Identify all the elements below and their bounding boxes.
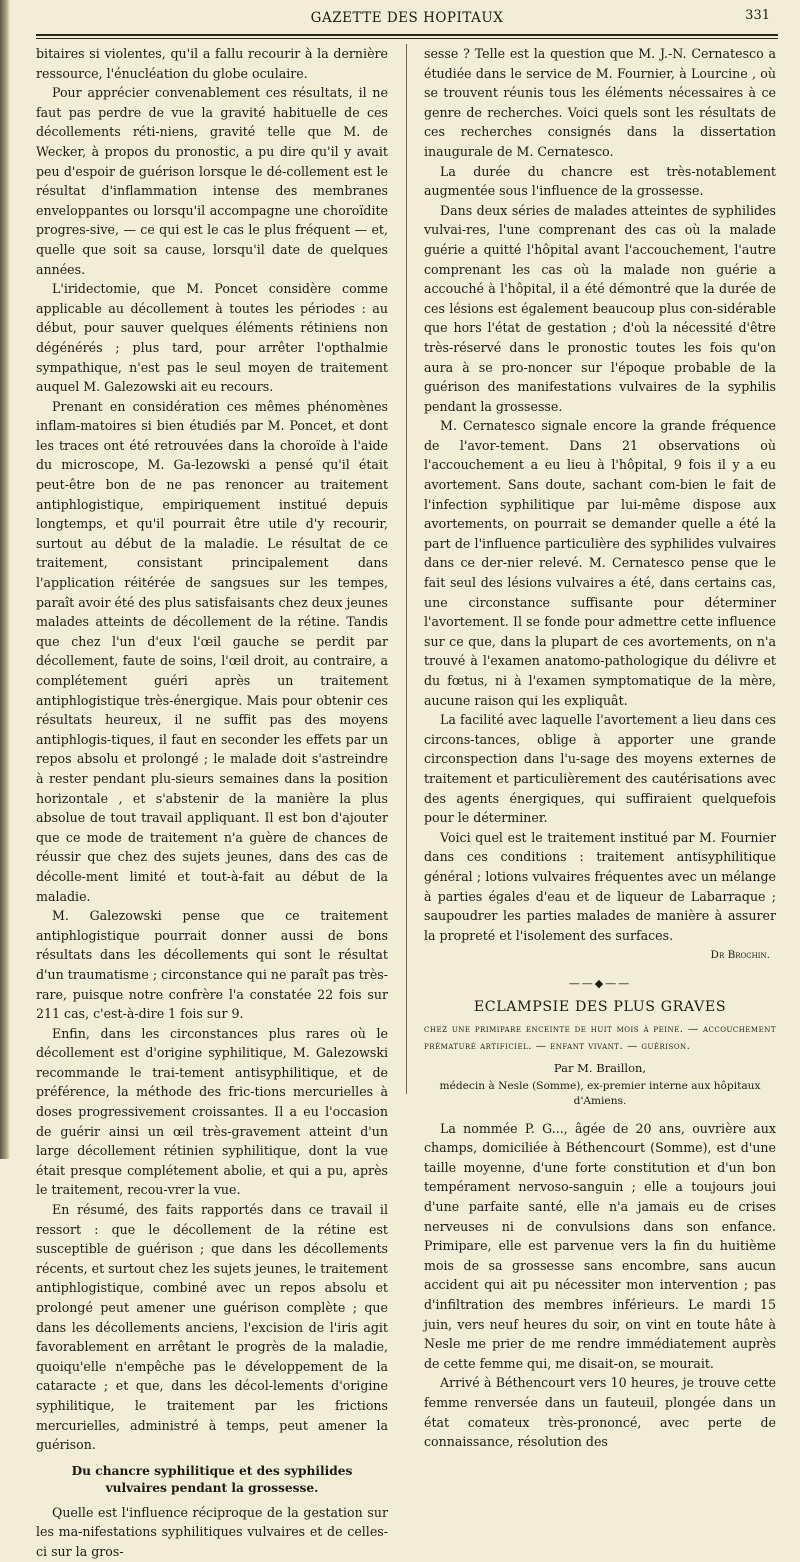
paragraph: En résumé, des faits rapportés dans ce travail il ressort : que le décollement de la rétine est susceptible de guérison ; que dans les décollements récents, et surtout chez les sujets jeunes, le traitement antiphlogistique, combiné avec un repos absolu et prolongé peut amener une guérison complète ; que dans les décollements anciens, l'excision de l'iris agit favorablement en arrêtant le progrès de la maladie, quoiqu'elle n'empêche pas le développement de la cataracte ; et que, dans les décol-lements d'origine syphilitique, le traitement par les frictions mercurielles, administré à temps, peut amener la guérison.: [36, 1202, 388, 1453]
paragraph: La durée du chancre est très-notablement augmentée sous l'influence de la grossesse.: [424, 163, 776, 199]
paragraph: L'iridectomie, que M. Poncet considère comme applicable au décollement à toutes les périodes : au début, pour sauver quelques éléments rétiniens non dégénérés ; plus tard, pour arrêter l'opthalmie sympathique, n'est pas le seul moyen de traitement auquel M. Galezowski ait eu recours.: [36, 281, 388, 395]
left-column: [36, 44, 388, 1559]
paragraph: sesse ? Telle est la question que M. J.-N. Cernatesco a étudiée dans le service de M. Fournier, à Lourcine , où se trouvent réunis tous les éléments nécessaires à ce genre de recherches. Voici quels sont les résultats de ces recherches consignés dans la dissertation inaugurale de M. Cernatesco.: [424, 46, 776, 159]
paragraph: M. Cernatesco signale encore la grande fréquence de l'avor-tement. Dans 21 observations où l'accouchement a eu lieu à l'hôpital, 9 fois il y a eu avortement. Sans doute, sachant com-bien le fait de l'infection syphilitique par lui-même dispose aux avortements, on pourrait se demander quelle a été la part de l'influence particulière des syphilides vulvaires dans ce der-nier relevé. M. Cernatesco pense que le fait seul des lésions vulvaires a été, dans certains cas, une circonstance suffisante pour déterminer l'avortement. Il se fonde pour admettre cette influence sur ce que, dans la plupart de ces avortements, on n'a trouvé à l'examen anatomo-pathologique du délivre et du fœtus, ni à l'examen symptomatique de la mère, aucune raison qui les expliquât.: [424, 418, 776, 708]
paragraph: Arrivé à Béthencourt vers 10 heures, je trouve cette femme renversée dans un fauteuil, plongée dans un état comateux très-prononcé, avec perte de connaissance, résolution des: [424, 1375, 776, 1450]
header-rule: [36, 38, 778, 39]
paragraph: La nommée P. G..., âgée de 20 ans, ouvrière aux champs, domiciliée à Béthencourt (Somme), est d'une taille moyenne, d'une forte constitution et d'un bon tempérament nervoso-sanguin ; elle a toujours joui d'une parfaite santé, elle n'a jamais eu de crises nerveuses ni de convulsions dans son enfance. Primipare, elle est parvenue vers la fin du huitième mois de sa grossesse sans encombre, sans aucun accident qui ait pu nécessiter mon intervention ; pas d'infiltration des membres inférieurs. Le mardi 15 juin, vers neuf heures du soir, on vint en toute hâte à Nesle me prier de me rendre immédiatement auprès de cette femme qui, me disait-on, se mourait.: [424, 1120, 776, 1371]
article-title: ECLAMPSIE DES PLUS GRAVES: [473, 998, 727, 1015]
journal-title: GAZETTE DES HOPITAUX: [310, 10, 504, 26]
paragraph: Quelle est l'influence réciproque de la gestation sur les ma-nifestations syphilitiques vulvaires et de celles-ci sur la gros-: [36, 1504, 388, 1559]
paragraph: Voici quel est le traitement institué par M. Fournier dans ces conditions : traitement antisyphilitique général ; lotions vulvaires fréquentes avec un mélange à parties égales d'eau et de liqueur de Labarraque ; saupoudrer les parties malades de manière à assurer la propreté et l'isolement des surfaces.: [424, 829, 776, 943]
page-number: 331: [745, 8, 770, 23]
paragraph: Prenant en considération ces mêmes phénomènes inflam-matoires si bien étudiés par M. Poncet, et dont les traces ont été retrouvées dans la choroïde à l'aide du microscope, M. Ga-lezowski a pensé qu'il était peut-être bon de ne pas renoncer au traitement antiphlogistique, empiriquement institué depuis longtemps, et qu'il pourrait être utile d'y recourir, surtout au début de la maladie. Le résultat de ce traitement, consistant principalement dans l'application réitérée de sangsues sur les tempes, paraît avoir été des plus satisfaisants chez deux jeunes malades atteints de décollement de la rétine. Tandis que chez l'un d'eux l'œil gauche se perdit par décollement, faute de soins, l'œil droit, au contraire, a complétement guéri après un traitement antiphlogistique très-énergique. Mais pour obtenir ces résultats heureux, il ne suffit pas des moyens antiphlogis-tiques, il faut en seconder les effets par un repos absolu et prolongé ; le malade doit s'astreindre à rester pendant plu-sieurs semaines dans la position horizontale , et s'abstenir de la manière la plus absolue de tout travail appliquant. Il est bon d'ajouter que ce mode de traitement n'a guère de chances de réussir que chez des sujets jeunes, dans des cas de décolle-ment limité et tout-à-fait au début de la maladie.: [36, 398, 388, 904]
column-divider: [406, 44, 407, 1094]
paragraph: Dans deux séries de malades atteintes de syphilides vulvai-res, l'une comprenant des cas où la malade guérie a quitté l'hôpital avant l'accouchement, l'autre comprenant les cas où la malade non guérie a accouché à l'hôpital, il a été démontré que la durée de ces lésions est également beaucoup plus con-sidérable que hors l'état de gestation ; d'où la nécessité d'être très-réservé dans le pronostic toutes les fois qu'on aura à se pro-noncer sur l'époque probable de la guérison des manifestations vulvaires de la syphilis pendant la grossesse.: [424, 202, 776, 414]
paragraph: La facilité avec laquelle l'avortement a lieu dans ces circons-tances, oblige à apporter une grande circonspection dans l'u-sage des moyens externes de traitement et particulièrement des cautérisations avec des agents énergiques, qui suffiraient quelquefois pour le déterminer.: [424, 712, 776, 826]
paragraph: M. Galezowski pense que ce traitement antiphlogistique pourrait donner aussi de bons résultats dans les décollements qui sont le résultat d'un traumatisme ; circonstance qui ne paraît pas très-rare, puisque notre confrère l'a constatée 22 fois sur 211 cas, c'est-à-dire 1 fois sur 9.: [36, 908, 388, 1022]
paragraph: bitaires si violentes, qu'il a fallu recourir à la dernière ressource, l'énucléation du globe oculaire.: [36, 46, 388, 81]
article-subtitle: chez une primipare enceinte de huit mois à peine. — accouchement prématuré artificiel. — enfant vivant. — guérison.: [424, 1024, 776, 1053]
right-column: [424, 44, 776, 1450]
section-heading: Du chancre syphilitique et des syphilides vulvaires pendant la grossesse.: [71, 1463, 353, 1495]
paragraph: Enfin, dans les circonstances plus rares où le décollement est d'origine syphilitique, M. Galezowski recommande le trai-tement antisyphilitique, et de préférence, la méthode des fric-tions mercurielles à doses progressivement croissantes. Il a eu l'occasion de guérir ainsi un œil très-gravement atteint d'un large décollement rétinien syphilitique, dont la vue était presque complétement abolie, et qui a pu, après le traitement, recou-vrer la vue.: [36, 1025, 388, 1198]
page-header: [36, 4, 778, 36]
ornament-separator: ——◆——: [568, 976, 632, 990]
signature: Dr Brochin.: [710, 949, 770, 962]
paragraph: Pour apprécier convenablement ces résultats, il ne faut pas perdre de vue la gravité habituelle de ces décollements réti-niens, gravité telle que M. de Wecker, à propos du pronostic, a pu dire qu'il y avait peu d'espoir de guérison lorsque le dé-collement est le résultat d'inflammation intense des membranes enveloppantes ou lorsqu'il accompagne une choroïdite progres-sive, — ce qui est le cas le plus fréquent — et, quelle que soit sa cause, lorsqu'il date de quelques années.: [36, 85, 388, 277]
author-affiliation: médecin à Nesle (Somme), ex-premier interne aux hôpitaux d'Amiens.: [439, 1079, 761, 1107]
author-line: Par M. Braillon,: [553, 1061, 647, 1076]
binding-edge: [0, 0, 10, 1159]
